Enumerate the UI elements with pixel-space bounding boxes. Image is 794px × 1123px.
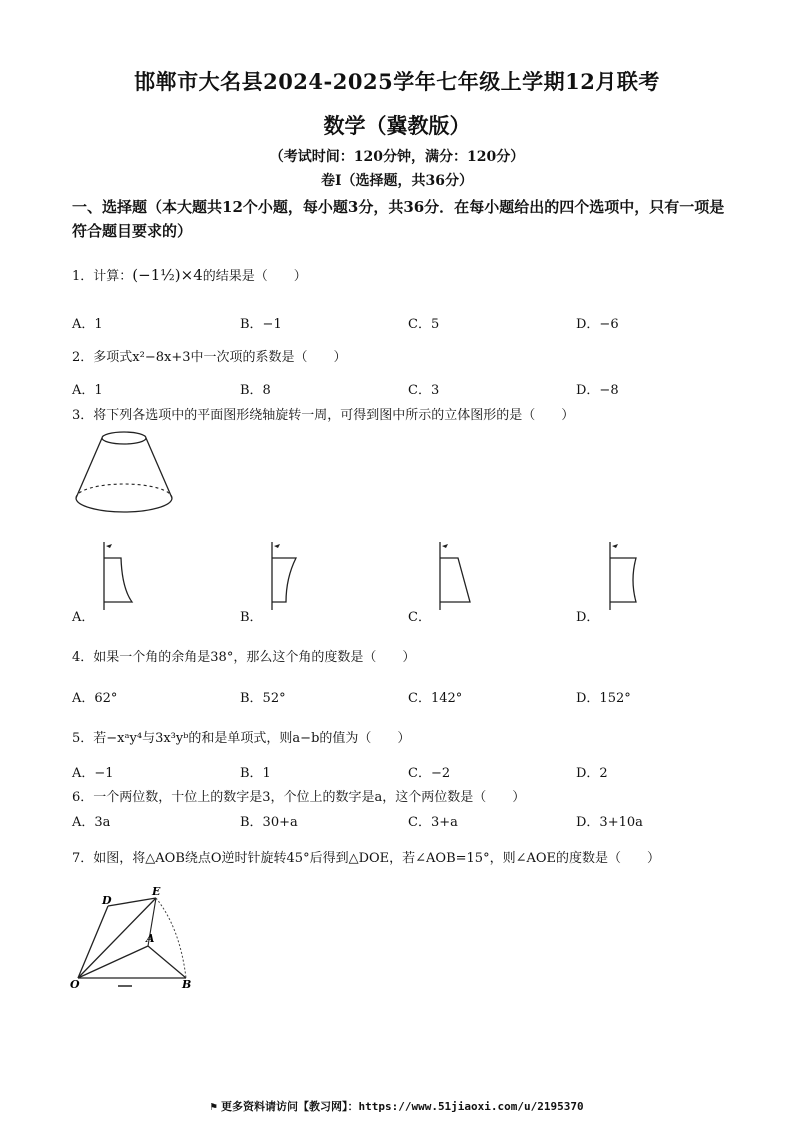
- option-c[interactable]: C．5: [408, 317, 440, 332]
- option-c[interactable]: C．142°: [408, 691, 463, 706]
- question-number: 1．: [72, 269, 94, 284]
- option-b[interactable]: B．52°: [240, 691, 286, 706]
- question-text: 一个两位数，十位上的数字是3，个位上的数字是a，这个两位数是（ ）: [93, 790, 526, 805]
- option-d-shape: [598, 538, 648, 613]
- question-number: 3．: [72, 408, 94, 423]
- option-a[interactable]: A．1: [72, 383, 103, 398]
- question-number: 7．: [72, 851, 94, 866]
- frustum-figure: [70, 428, 180, 518]
- question-text: 若−xᵃy⁴与3x³yᵇ的和是单项式，则a−b的值为（ ）: [93, 731, 411, 746]
- label-a: A: [146, 932, 155, 945]
- option-b[interactable]: B．: [240, 610, 263, 625]
- option-a[interactable]: A．62°: [72, 691, 118, 706]
- exam-info: （考试时间：120分钟，满分：120分）: [269, 149, 525, 165]
- option-b-shape: [260, 538, 310, 613]
- option-b[interactable]: B．30+a: [240, 815, 298, 830]
- question-5: [72, 727, 410, 746]
- question-text: 将下列各选项中的平面图形绕轴旋转一周，可得到图中所示的立体图形的是（ ）: [93, 408, 575, 423]
- question-3: [72, 404, 574, 423]
- question-1: [72, 265, 307, 284]
- option-b[interactable]: B．−1: [240, 317, 282, 332]
- option-b[interactable]: B．8: [240, 383, 271, 398]
- option-d[interactable]: D．2: [576, 766, 608, 781]
- question-number: 4．: [72, 650, 94, 665]
- option-a-shape: [92, 538, 142, 613]
- option-a[interactable]: A．1: [72, 317, 103, 332]
- option-d[interactable]: D．−8: [576, 383, 619, 398]
- question-text: 如图，将△AOB绕点O逆时针旋转45°后得到△DOE，若∠AOB=15°，则∠AOE的度数是（ ）: [93, 851, 661, 866]
- question-text: 多项式x²−8x+3中一次项的系数是（ ）: [93, 350, 347, 365]
- option-d[interactable]: D．152°: [576, 691, 631, 706]
- label-e: E: [152, 885, 161, 898]
- option-c[interactable]: C．−2: [408, 766, 451, 781]
- exam-subject: 数学（冀教版）: [323, 113, 471, 138]
- question-text: 如果一个角的余角是38°，那么这个角的度数是（ ）: [93, 650, 416, 665]
- label-b: B: [182, 978, 192, 991]
- option-c[interactable]: C．3+a: [408, 815, 458, 830]
- option-a[interactable]: A．3a: [72, 815, 111, 830]
- question-number: 2．: [72, 350, 94, 365]
- section-heading: 一、选择题（本大题共12个小题，每小题3分，共36分．在每小题给出的四个选项中，只有一项是符合题目要求的）: [72, 198, 725, 240]
- option-a[interactable]: A．: [72, 610, 95, 625]
- option-c[interactable]: C．: [408, 610, 431, 625]
- option-d[interactable]: D．−6: [576, 317, 619, 332]
- footer: [0, 1098, 794, 1114]
- option-a[interactable]: A．−1: [72, 766, 114, 781]
- question-7: [72, 847, 660, 866]
- option-c[interactable]: C．3: [408, 383, 440, 398]
- flag-icon: ⚑: [210, 1100, 217, 1113]
- question-2: [72, 346, 346, 365]
- option-c-shape: [428, 538, 478, 613]
- question-number: 6．: [72, 790, 94, 805]
- question-number: 5．: [72, 731, 94, 746]
- question-4: [72, 646, 415, 665]
- question-text: 的结果是（ ）: [202, 269, 307, 284]
- question-6: [72, 786, 525, 805]
- volume-heading: 卷Ⅰ（选择题，共36分）: [320, 173, 474, 189]
- exam-title: 邯郸市大名县2024-2025学年七年级上学期12月联考: [134, 69, 660, 94]
- math-expression: (−1½)×4: [132, 266, 203, 284]
- option-d[interactable]: D．: [576, 610, 600, 625]
- rotation-figure: [68, 882, 198, 992]
- question-text: 计算：: [93, 269, 133, 284]
- label-o: O: [70, 978, 80, 991]
- label-d: D: [102, 894, 112, 907]
- option-b[interactable]: B．1: [240, 766, 271, 781]
- option-d[interactable]: D．3+10a: [576, 815, 643, 830]
- footer-link[interactable]: 更多资料请访问【教习网】：https://www.51jiaoxi.com/u/2195370: [220, 1100, 584, 1113]
